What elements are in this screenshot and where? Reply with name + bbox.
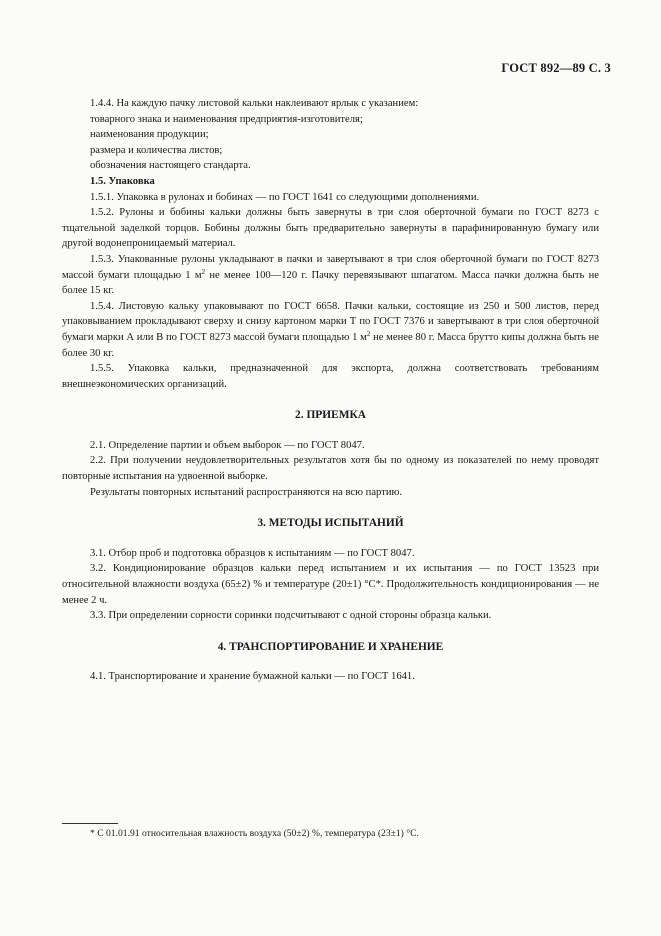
paragraph-1-5-1: 1.5.1. Упаковка в рулонах и бобинах — по ГОСТ 1641 со следующими дополнениями. <box>90 191 480 203</box>
section-spacer <box>62 392 599 408</box>
paragraph-2-2-continued: Результаты повторных испытаний распространяются на всю партию. <box>90 486 403 498</box>
paragraph-3-3: 3.3. При определении сорности соринки подсчитывают с одной стороны образца кальки. <box>90 610 492 622</box>
paragraph-1-5-3 <box>62 252 599 299</box>
section-heading-transport-storage: 4. ТРАНСПОРТИРОВАНИЕ И ХРАНЕНИЕ <box>217 640 444 653</box>
list-item: обозначения настоящего стандарта. <box>90 160 251 172</box>
paragraph-2-2: 2.2. При получении неудовлетворительных результатов хотя бы по одному из показателей по нему проводят повторные испытания на удвоенной выборке. <box>62 455 599 483</box>
list-item: размера и количества листов; <box>90 144 223 156</box>
superscript: 2 <box>366 329 371 338</box>
list-item: наименования продукции; <box>90 129 209 141</box>
section-spacer <box>62 424 599 438</box>
section-heading-test-methods: 3. МЕТОДЫ ИСПЫТАНИЙ <box>257 517 404 530</box>
section-heading-acceptance: 2. ПРИЕМКА <box>295 409 366 422</box>
section-spacer <box>62 655 599 669</box>
section-spacer <box>62 532 599 546</box>
paragraph-4-1: 4.1. Транспортирование и хранение бумажной кальки — по ГОСТ 1641. <box>90 671 415 683</box>
paragraph-text: не менее 100—120 г. Пачку перевязывают шпагатом. Масса пачки должна быть не более 15 кг. <box>62 269 599 297</box>
paragraph-1-5-5: 1.5.5. Упаковка кальки, предназначенной для экспорта, должна соответствовать требованиям внешнеэкономических организаций. <box>62 363 599 390</box>
paragraph-1-5-2: 1.5.2. Рулоны и бобины кальки должны быть завернуты в три слоя оберточной бумаги по ГОСТ 8273 с тщательной заделкой торцов. Бобины должны быть предварительно завернуты в парафинированную бумагу или другой водонепроницаемый материал. <box>62 207 599 250</box>
paragraph-text: 1.5.3. Упакованные рулоны укладывают в пачки и завертывают в три слоя оберточной бумаги по ГОСТ 8273 массой бумаги площадью 1 м <box>62 253 599 281</box>
document-body <box>62 96 599 685</box>
paragraph-3-2: 3.2. Кондиционирование образцов кальки перед испытанием и их испытания — по ГОСТ 13523 при относительной влажности воздуха (65±2) % и температуре (20±1) °С*. Продолжительность кондиционирования — не менее 2 ч. <box>62 563 599 606</box>
paragraph-text: не менее 80 г. Масса брутто кипы должна быть не более 30 кг. <box>62 331 599 359</box>
superscript: 2 <box>201 267 206 276</box>
paragraph-2-1: 2.1. Определение партии и объем выборок — по ГОСТ 8047. <box>90 439 365 451</box>
paragraph-1-4-4: 1.4.4. На каждую пачку листовой кальки наклеивают ярлык с указанием: <box>90 98 419 109</box>
section-spacer <box>62 624 599 640</box>
list-item: товарного знака и наименования предприятия-изготовителя; <box>90 113 363 125</box>
paragraph-text: 1.5.4. Листовую кальку упаковывают по ГОСТ 6658. Пачки кальки, состоящие из 250 и 500 листов, перед упаковыванием прокладывают сверху и снизу картоном марки Т по ГОСТ 7376 и завертывают в три слоя оберточной бумаги марки А или В по ГОСТ 8273 массой бумаги площадью 1 м <box>62 300 599 343</box>
running-head: ГОСТ 892—89 С. 3 <box>501 61 611 75</box>
footnote-divider <box>62 823 118 824</box>
footnote: * С 01.01.91 относительная влажность воздуха (50±2) %, температура (23±1) °С. <box>90 828 419 839</box>
paragraph-1-5-4 <box>62 299 599 361</box>
paragraph-3-1: 3.1. Отбор проб и подготовка образцов к испытаниям — по ГОСТ 8047. <box>90 547 415 559</box>
subsection-heading-1-5: 1.5. Упаковка <box>90 175 155 187</box>
section-spacer <box>62 500 599 516</box>
